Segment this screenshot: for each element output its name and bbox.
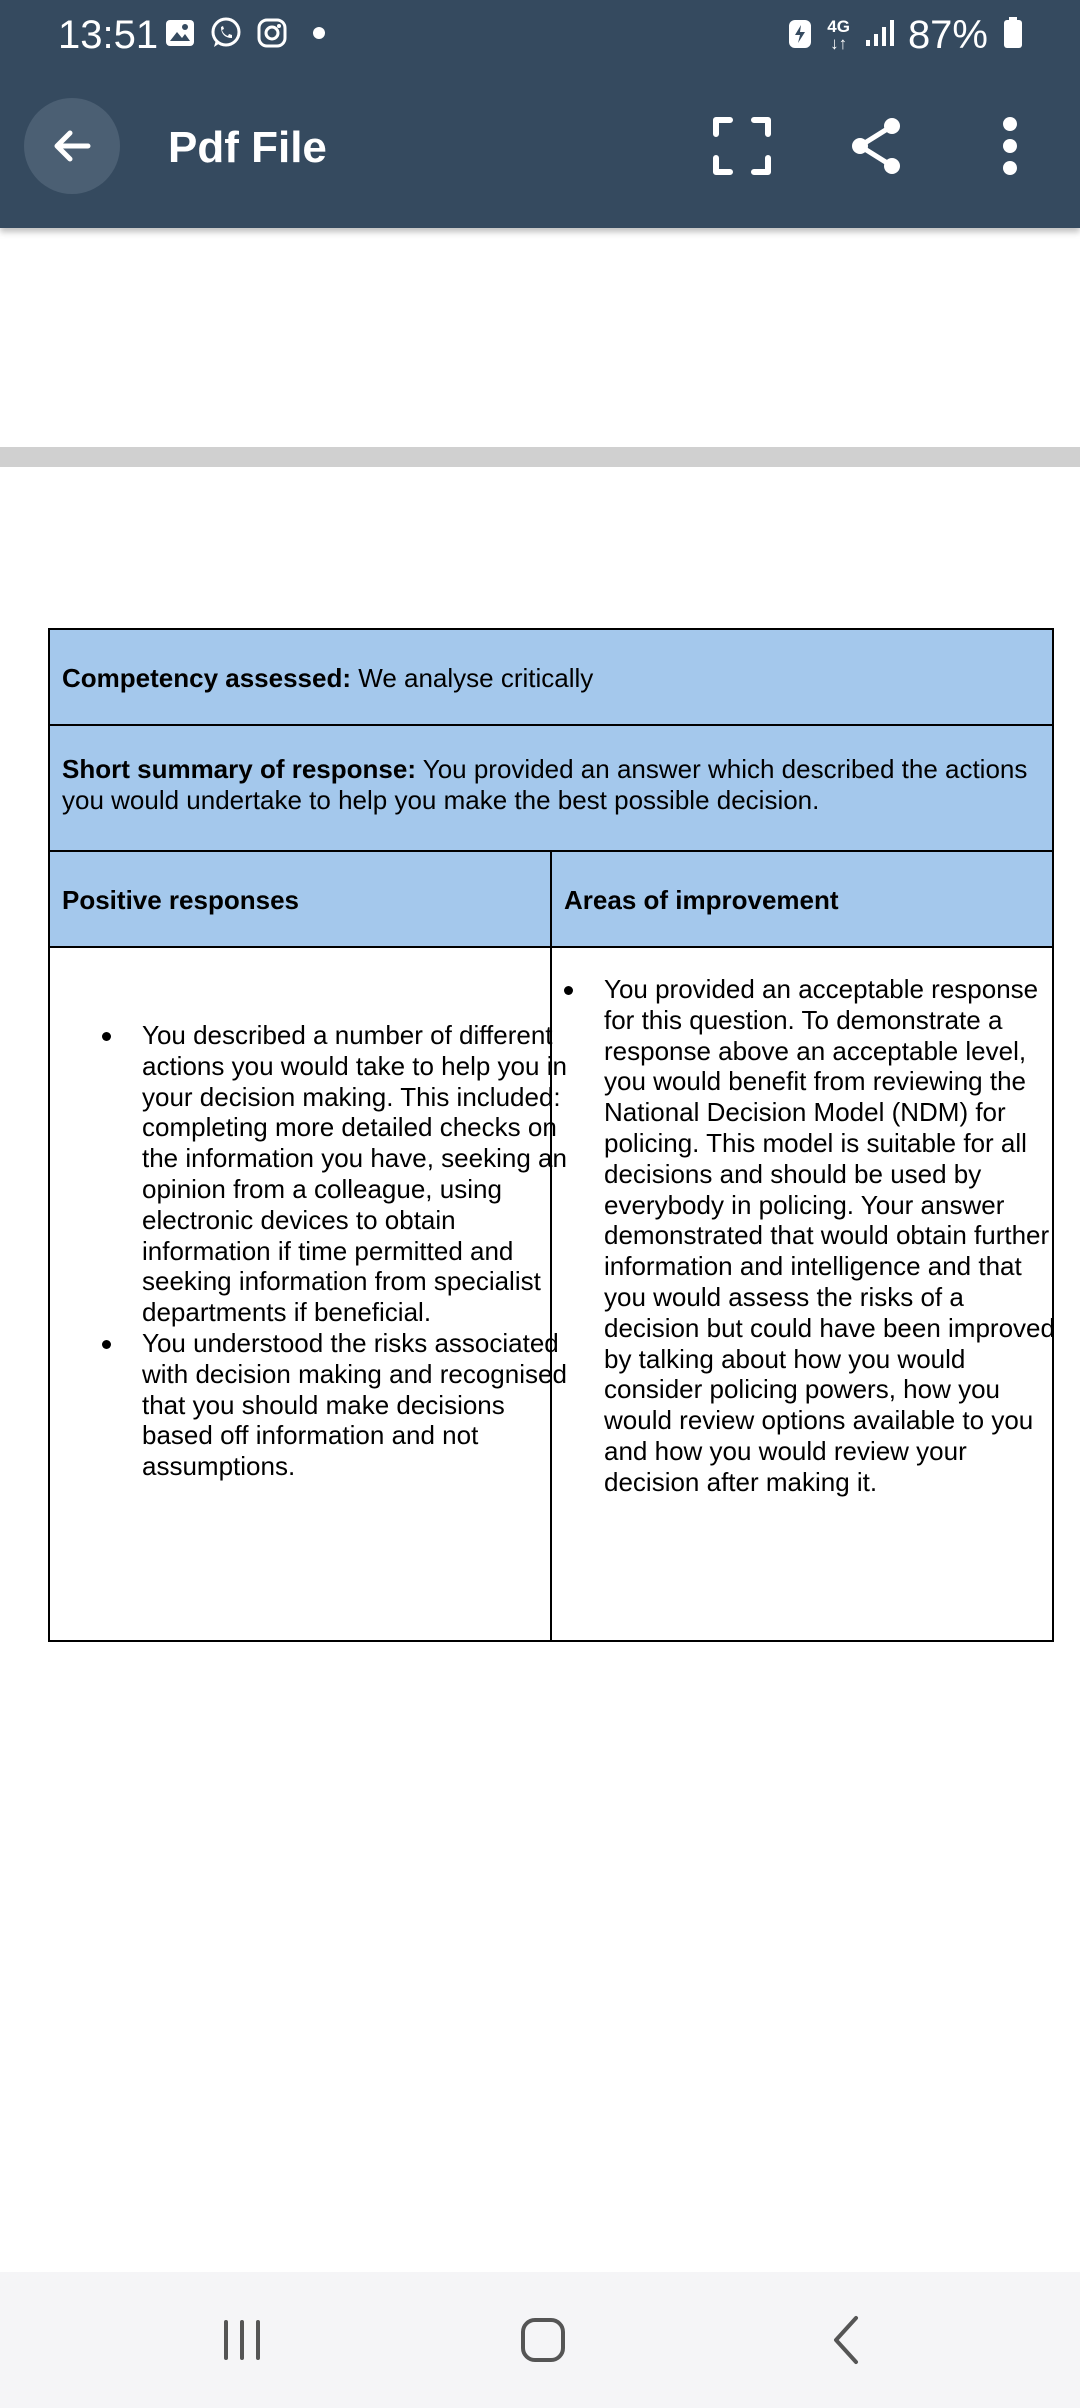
positive-item-text: You described a number of different actions you would take to help you in your decision making. This included: completing more detailed checks on the information you have, seeking an opinion from a colleague, using electronic devices to obtain information if time permitted and seeking information from specialist departments if beneficial. <box>142 1020 567 1328</box>
positive-list <box>50 1020 570 1482</box>
whatsapp-icon <box>209 16 243 50</box>
home-button[interactable] <box>503 2300 583 2380</box>
more-notifications-dot-icon <box>313 27 325 39</box>
arrow-left-icon <box>48 122 96 170</box>
battery-percent: 87% <box>907 13 988 57</box>
recents-button[interactable] <box>202 2300 282 2380</box>
competency-label: Competency assessed: <box>62 663 352 693</box>
summary-row <box>50 726 1052 852</box>
fullscreen-button[interactable] <box>706 110 778 182</box>
back-nav-icon <box>826 2312 866 2368</box>
battery-saver-icon <box>787 16 813 55</box>
system-nav-bar <box>0 2272 1080 2408</box>
bullet-icon <box>102 1032 111 1041</box>
signal-icon <box>864 18 894 53</box>
status-system-icons <box>787 10 1024 60</box>
gallery-icon <box>163 16 197 50</box>
bullet-icon <box>564 986 573 995</box>
positive-item-text: You understood the risks associated with decision making and recognised that you should make decisions based off information and not assumptions. <box>142 1327 567 1482</box>
assessment-table <box>48 628 1054 1642</box>
list-item <box>512 974 1057 1498</box>
competency-row <box>50 630 1052 726</box>
header-row <box>50 852 1052 948</box>
status-time: 13:51 <box>58 13 159 57</box>
positive-header-cell <box>50 852 552 946</box>
recents-icon <box>218 2316 266 2364</box>
positive-cell <box>50 948 567 1640</box>
network-type: 4G <box>827 17 850 36</box>
summary-value: You provided an answer which described the actions you would undertake to help you make the best possible decision. <box>62 754 1028 815</box>
improvement-list <box>512 974 1057 1498</box>
more-options-button[interactable] <box>974 110 1046 182</box>
share-button[interactable] <box>840 110 912 182</box>
network-4g-icon <box>827 18 850 52</box>
competency-cell <box>62 662 1040 694</box>
competency-value: We analyse critically <box>351 663 594 693</box>
improvement-header: Areas of improvement <box>564 885 839 915</box>
content-row <box>50 948 1055 1640</box>
list-item <box>50 1020 570 1328</box>
instagram-icon <box>255 16 289 50</box>
positive-header: Positive responses <box>62 885 299 915</box>
home-icon <box>518 2315 568 2365</box>
battery-icon <box>1002 16 1024 55</box>
more-vertical-icon <box>998 116 1022 176</box>
status-notification-icons <box>163 16 325 50</box>
app-bar <box>0 0 1080 228</box>
summary-label: Short summary of response: <box>62 754 416 784</box>
page-separator <box>0 447 1080 467</box>
bullet-icon <box>102 1340 111 1349</box>
summary-cell <box>62 754 1040 816</box>
back-nav-button[interactable] <box>806 2300 886 2380</box>
improvement-item-text: You provided an acceptable response for this question. To demonstrate a response above an acceptable level, you would benefit from reviewing the National Decision Model (NDM) for policing. This model is suitable for all decisions and should be used by everybody in policing. Your answer demonstrated that would obtain further information and intelligence and that you would assess the risks of a decision but could have been improved by talking about how you would consider policing powers, how you would review options available to you and how you would review your decision after making it. <box>604 974 1055 1497</box>
page-title: Pdf File <box>168 123 327 172</box>
improvement-cell <box>552 948 1055 1640</box>
fullscreen-icon <box>712 116 772 176</box>
share-icon <box>846 116 906 176</box>
list-item <box>50 1328 570 1482</box>
back-button[interactable] <box>24 98 120 194</box>
arrows-icon: ↓↑ <box>830 34 848 53</box>
improvement-header-cell <box>552 852 1052 946</box>
